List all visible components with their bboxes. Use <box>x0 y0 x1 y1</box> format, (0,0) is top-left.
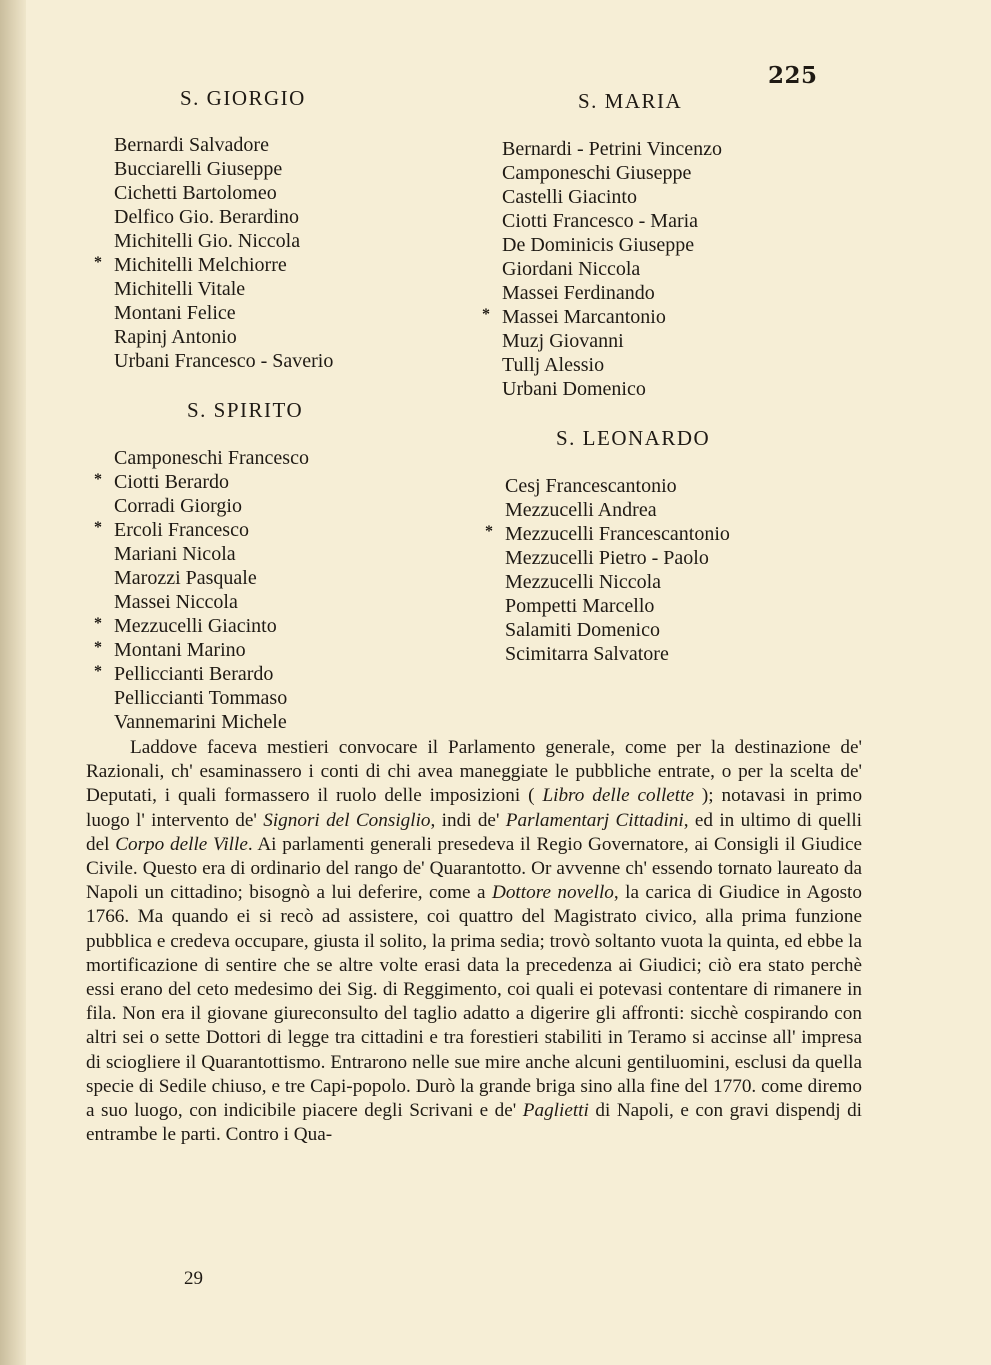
name-text: Pelliccianti Tommaso <box>114 687 288 709</box>
body-text-segment: . Ai parlamenti generali presedeva il Regio Governatore, ai Consigli il Giudice Civile. Questo era di ordinario del rango de' Quarantotto. Or avvenne ch' essendo tornato laureato da Napoli un cittadino; bisognò a lui deferire, come a <box>86 833 862 904</box>
name-entry <box>94 662 309 686</box>
name-text: Bernardi - Petrini Vincenzo <box>502 138 723 160</box>
page-gutter <box>0 0 26 1365</box>
body-text-segment: ); notavasi in primo luogo l' intervento de' <box>86 785 863 831</box>
asterisk-marker: * <box>94 519 102 536</box>
name-entry <box>502 161 722 185</box>
section-title-s-spirito: S. SPIRITO <box>187 398 304 422</box>
name-entry <box>114 229 333 253</box>
italic-phrase-dottore: Dottore novello <box>491 882 614 904</box>
name-entry <box>94 470 309 494</box>
section-title-s-maria: S. MARIA <box>578 89 683 113</box>
name-entry <box>502 353 722 377</box>
name-entry <box>114 325 333 349</box>
body-text-segment: Laddove faceva mestieri convocare il Parlamento generale, come per la destinazione de' Razionali, ch' esaminassero i conti di chi avea maneggiate le pubbliche entrate, o per la scelta de' Deputati, i quali formassero il ruolo delle imposizioni ( <box>86 737 862 807</box>
name-text: Camponeschi Francesco <box>114 447 309 469</box>
name-entry <box>114 710 309 734</box>
name-entry <box>114 133 333 157</box>
name-entry <box>114 205 333 229</box>
name-text: Ercoli Francesco <box>114 519 249 541</box>
name-text: Michitelli Melchiorre <box>114 254 287 276</box>
body-text-segment: , la carica di Giudice in Agosto 1766. Ma quando ei si recò ad assistere, coi quattro del Magistrato civico, alla prima funzione pubblica e credeva occupare, giusta il solito, la prima sedia; trovò soltanto vuota la quinta, ed ebbe la mortificazione di sentire che se altre volte erasi data la precedenza ai Giudici; ciò era stato perchè essi erano del ceto medesimo dei Sig. di Reggimento, coi quali ei potevasi contentare di rimanere in fila. Non era il giovane giureconsulto del taglio adatto a digerire gli affronti: sicchè cospirando con altri sei o sette Dottori di legge tra cittadini e tra forestieri stabiliti in Teramo si accinse all' impresa di sciogliere il Quarantottismo. Entrarono nelle sue mire anche alcuni gentiluomini, esclusi da quella specie di Sedile chiuso, e tre Capi-popolo. Durò la grande briga sino alla fine del 1770. come diremo a suo luogo, con indicibile piacere degli Scrivani e de' <box>86 882 862 1122</box>
name-entry <box>505 570 730 594</box>
page-number: 225 <box>768 62 818 89</box>
name-text: Castelli Giacinto <box>502 186 637 208</box>
name-entry <box>505 546 730 570</box>
name-text: Mezzucelli Giacinto <box>114 615 277 637</box>
name-text: Corradi Giorgio <box>114 495 242 517</box>
name-list-s-maria <box>482 137 723 401</box>
name-entry <box>114 542 309 566</box>
name-text: Massei Marcantonio <box>502 306 666 328</box>
name-entry <box>505 642 730 666</box>
body-text-segment: di Napoli, e con gravi dispendj di entrambe le parti. Contro i Qua- <box>86 1100 862 1146</box>
name-text: Mezzucelli Francescantonio <box>505 523 730 545</box>
name-text: Pelliccianti Berardo <box>114 663 274 685</box>
name-entry <box>114 301 333 325</box>
name-entry <box>114 277 333 301</box>
name-text: Cesj Francescantonio <box>505 475 677 497</box>
name-text: Mezzucelli Andrea <box>505 499 657 521</box>
name-entry <box>505 618 730 642</box>
name-text: Mezzucelli Pietro - Paolo <box>505 547 709 569</box>
name-text: Scimitarra Salvatore <box>505 643 669 665</box>
name-text: Tullj Alessio <box>502 354 605 376</box>
signature-mark: 29 <box>184 1268 203 1289</box>
italic-phrase-signori: Signori del Consiglio <box>263 809 431 831</box>
section-title-s-leonardo: S. LEONARDO <box>556 426 711 450</box>
name-entry <box>502 377 722 401</box>
name-entry <box>502 329 722 353</box>
name-text: Ciotti Berardo <box>114 471 229 493</box>
name-text: Ciotti Francesco - Maria <box>502 210 699 232</box>
name-text: Mezzucelli Niccola <box>505 571 662 593</box>
name-text: Vannemarini Michele <box>114 711 287 733</box>
name-entry <box>114 181 333 205</box>
name-entry <box>502 233 722 257</box>
name-text: Bucciarelli Giuseppe <box>114 158 283 180</box>
name-entry <box>482 305 722 329</box>
name-text: Montani Marino <box>114 639 246 661</box>
asterisk-marker: * <box>94 471 102 488</box>
name-text: Camponeschi Giuseppe <box>502 162 692 184</box>
name-entry <box>502 281 722 305</box>
name-text: Michitelli Gio. Niccola <box>114 230 301 252</box>
asterisk-marker: * <box>482 306 490 323</box>
name-text: Giordani Niccola <box>502 258 641 280</box>
name-text: Michitelli Vitale <box>114 278 246 300</box>
name-entry <box>502 209 722 233</box>
name-text: Pompetti Marcello <box>505 595 655 617</box>
name-text: Marozzi Pasquale <box>114 567 257 589</box>
name-entry <box>94 614 309 638</box>
name-entry <box>114 446 309 470</box>
name-list-s-giorgio <box>94 133 334 373</box>
name-entry <box>505 474 730 498</box>
name-entry <box>502 185 722 209</box>
name-text: Salamiti Domenico <box>505 619 660 641</box>
name-entry <box>94 638 309 662</box>
name-entry <box>114 494 309 518</box>
name-text: Montani Felice <box>114 302 236 324</box>
name-entry <box>502 137 722 161</box>
italic-phrase-corpo: Corpo delle Ville <box>115 833 248 855</box>
asterisk-marker: * <box>94 254 102 271</box>
name-text: De Dominicis Giuseppe <box>502 234 695 256</box>
name-text: Urbani Domenico <box>502 378 646 400</box>
name-text: Bernardi Salvadore <box>114 134 269 156</box>
asterisk-marker: * <box>94 663 102 680</box>
name-entry <box>114 686 309 710</box>
body-text-segment: , indi de' <box>430 809 500 831</box>
name-entry <box>114 566 309 590</box>
name-entry <box>485 522 730 546</box>
name-text: Mariani Nicola <box>114 543 236 565</box>
body-text-segment: , ed in ultimo di quelli del <box>86 809 863 855</box>
asterisk-marker: * <box>94 639 102 656</box>
name-text: Massei Niccola <box>114 591 238 613</box>
name-entry <box>114 590 309 614</box>
name-text: Massei Ferdinando <box>502 282 655 304</box>
section-title-s-giorgio: S. GIORGIO <box>180 86 306 110</box>
name-entry <box>94 518 309 542</box>
name-text: Cichetti Bartolomeo <box>114 182 277 204</box>
italic-phrase-libro: Libro delle collette <box>542 785 694 807</box>
name-entry <box>114 157 333 181</box>
name-text: Muzj Giovanni <box>502 330 624 352</box>
name-text: Delfico Gio. Berardino <box>114 206 299 228</box>
name-entry <box>114 349 333 373</box>
name-list-s-leonardo <box>485 474 730 666</box>
italic-phrase-parlamentarj: Parlamentarj Cittadini <box>505 809 684 831</box>
name-entry <box>94 253 333 277</box>
name-list-s-spirito <box>94 446 309 734</box>
asterisk-marker: * <box>485 523 493 540</box>
name-text: Urbani Francesco - Saverio <box>114 350 334 372</box>
italic-phrase-paglietti: Paglietti <box>522 1100 589 1122</box>
name-text: Rapinj Antonio <box>114 326 237 348</box>
name-entry <box>502 257 722 281</box>
asterisk-marker: * <box>94 615 102 632</box>
body-paragraph <box>86 736 862 1147</box>
name-entry <box>505 594 730 618</box>
name-entry <box>505 498 730 522</box>
